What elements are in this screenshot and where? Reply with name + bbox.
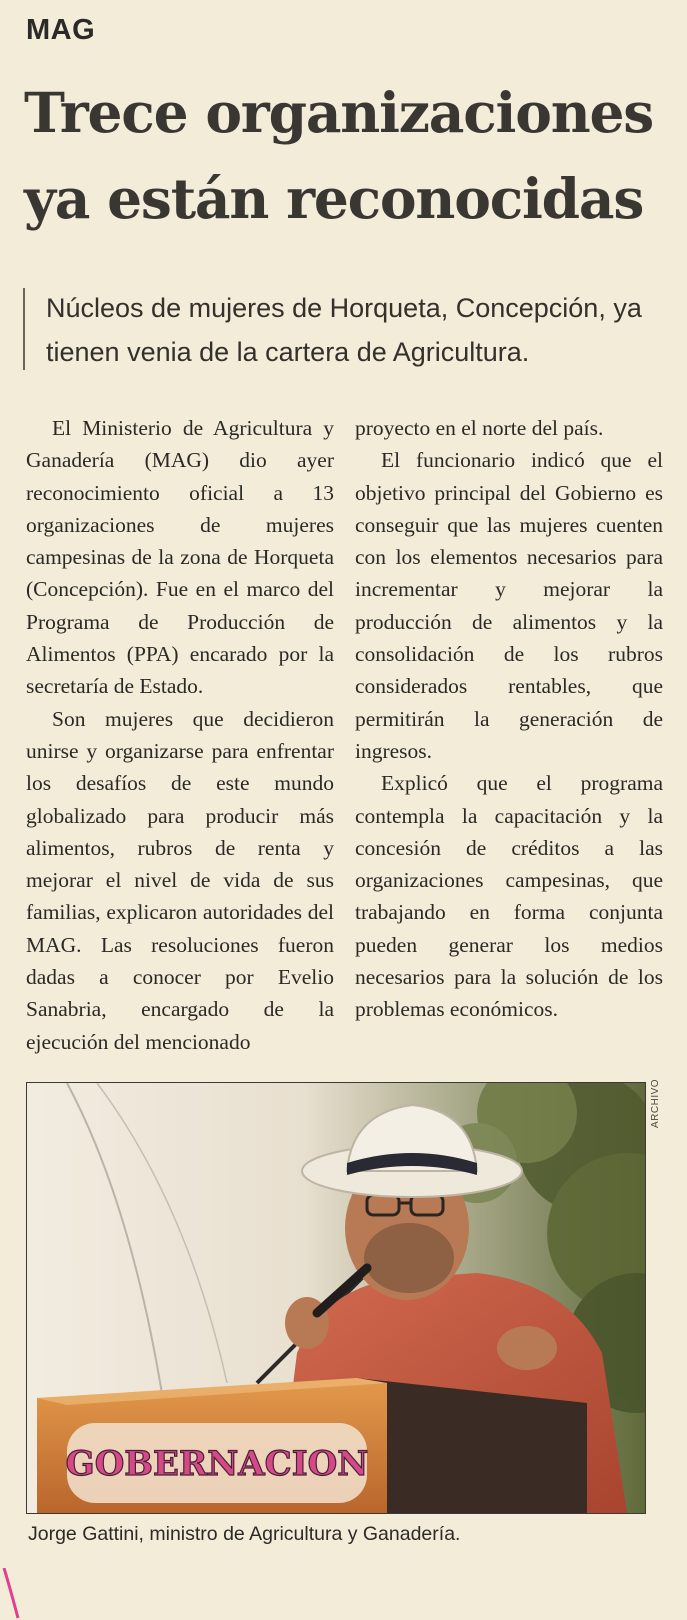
- deck: [46, 286, 666, 374]
- photo-caption: Jorge Gattini, ministro de Agricultura y Ganadería.: [28, 1523, 461, 1545]
- headline-line-1: Trece organizaciones: [24, 80, 654, 145]
- pink-pen-mark: [0, 1568, 30, 1620]
- photo-illustration: [27, 1083, 645, 1513]
- section-tag: MAG: [26, 14, 96, 46]
- deck-rule: [23, 288, 25, 370]
- body-column-left: [26, 412, 334, 1058]
- headline-line-2: ya están reconocidas: [24, 166, 644, 231]
- body-column-right: [355, 412, 663, 1026]
- body-paragraph: Explicó que el programa contempla la capacitación y la concesión de créditos a las organizaciones campesinas, que trabajando en forma conjunta pueden generar los medios necesarios para la solución de los problemas económicos.: [355, 771, 663, 1022]
- speaker-hand-right: [497, 1326, 557, 1370]
- body-paragraph: Son mujeres que decidieron unirse y organizarse para enfrentar los desafíos de este mundo globalizado para producir más alimentos, rubros de renta y mejorar el nivel de vida de sus familias, explicaron autoridades del MAG. Las resoluciones fueron dadas a conocer por Evelio Sanabria, encargado de la ejecución del mencionado: [26, 706, 334, 1054]
- body-paragraph: El funcionario indicó que el objetivo principal del Gobierno es conseguir que las mujeres cuenten con los elementos necesarios para incrementar y mejorar la producción de alimentos y la consolidación de los rubros considerados rentables, que permitirán la generación de ingresos.: [355, 448, 663, 763]
- deck-line-2: tienen venia de la cartera de Agricultura.: [46, 337, 530, 367]
- body-paragraph: proyecto en el norte del país.: [355, 416, 604, 440]
- news-photo: [26, 1082, 646, 1514]
- podium-text: GOBERNACION: [65, 1444, 369, 1484]
- body-paragraph: El Ministerio de Agricultura y Ganadería (MAG) dio ayer reconocimiento oficial a 13 organizaciones de mujeres campesinas de la zona de Horqueta (Concepción). Fue en el marco del Programa de Producción de Alimentos (PPA) encarado por la secretaría de Estado.: [26, 416, 334, 699]
- deck-line-1: Núcleos de mujeres de Horqueta, Concepción, ya: [46, 293, 642, 323]
- headline: [24, 70, 674, 242]
- photo-credit: ARCHIVO: [650, 1078, 661, 1128]
